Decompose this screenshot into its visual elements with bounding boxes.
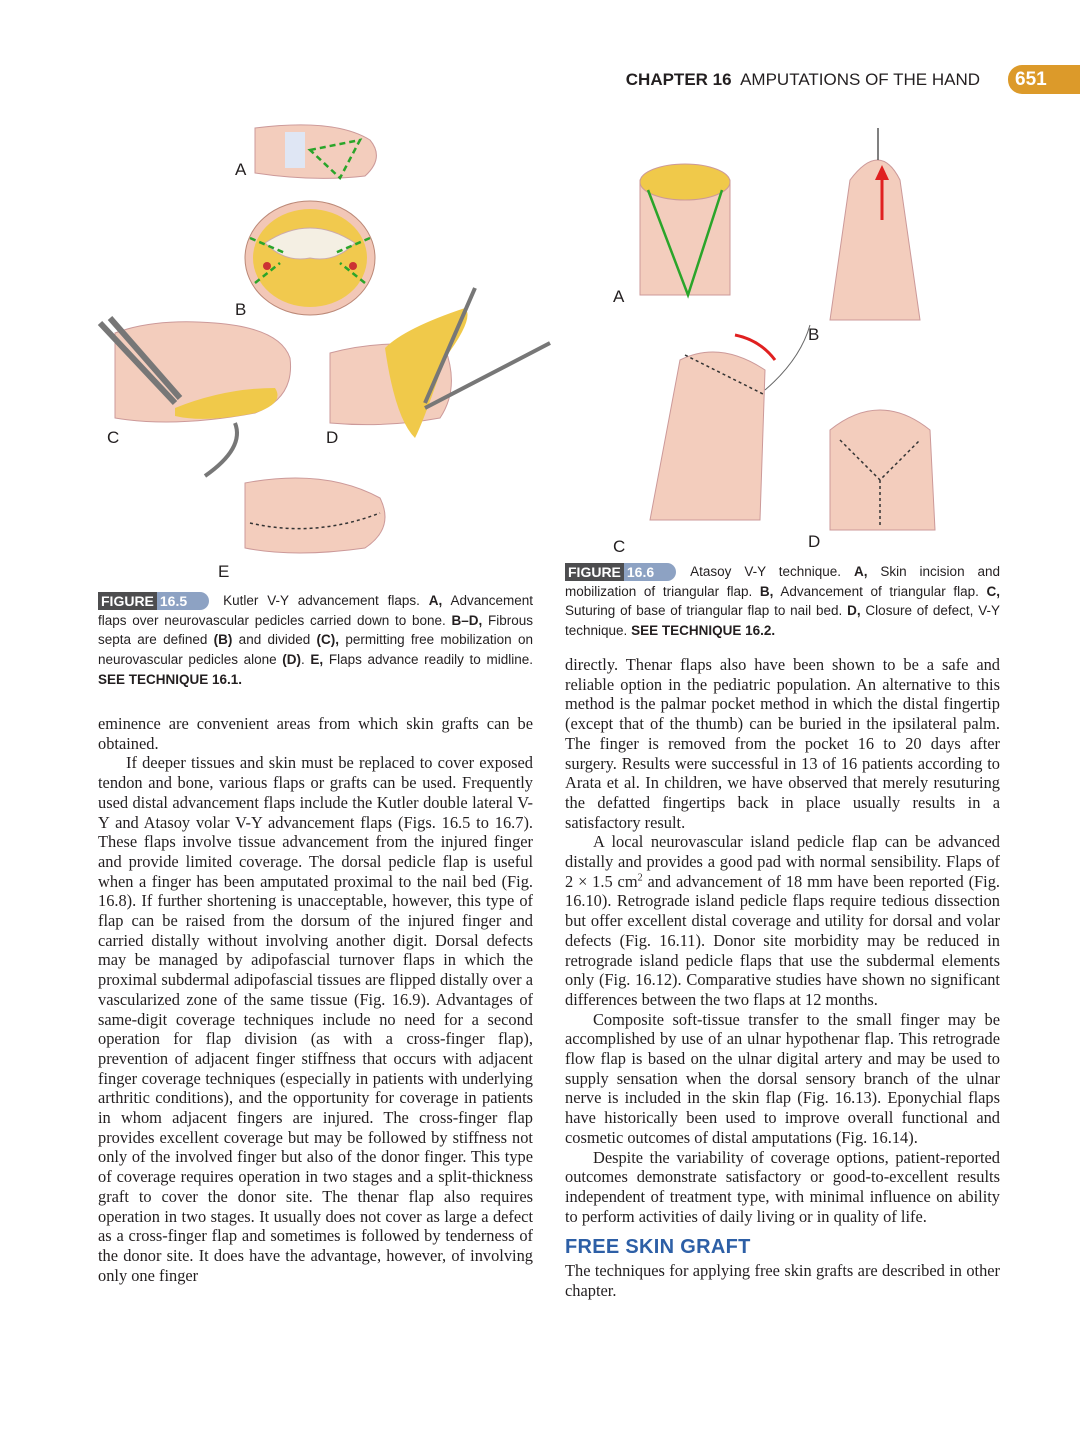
panel-label: C [107, 428, 120, 447]
figure-16-5-illustration [95, 118, 555, 558]
caption-segment: SEE TECHNIQUE 16.2. [631, 623, 776, 639]
caption-segment: Advancement flaps over neurovascular pedicles carried down to bone. [98, 593, 533, 628]
caption-segment: A, [428, 593, 443, 608]
panel-label: A [613, 287, 625, 306]
panel-b-finger [830, 128, 920, 320]
panel-c-finger [650, 325, 810, 520]
panel-label: B [235, 300, 247, 319]
caption-segment: Atasoy V-Y technique. [690, 564, 854, 579]
caption-segment: Skin incision and mobilization of triangular flap. [565, 564, 1001, 599]
panel-d-finger [830, 410, 935, 530]
caption-segment: D, [847, 603, 861, 619]
caption-segment: (B) [213, 632, 233, 648]
right-column-text [565, 655, 1000, 1301]
figure-16-5-caption [98, 591, 533, 690]
caption-segment: and divided [232, 632, 317, 648]
paragraph: eminence are convenient areas from which skin grafts can be obtained. [98, 714, 533, 753]
panel-label: B [808, 325, 820, 344]
left-column-text [98, 714, 533, 1285]
caption-segment: C, [986, 583, 1000, 599]
caption-segment: A, [853, 564, 868, 579]
caption-segment: Suturing of base of triangular flap to nail bed. [565, 603, 848, 619]
caption-segment: Closure of defect, V-Y technique. [565, 603, 1000, 639]
figure-tag: FIGURE 16.6 [565, 563, 676, 581]
paragraph: Despite the variability of coverage options, patient-reported outcomes demonstrate satisfactory or good-to-excellent results independent of treatment type, with minimal influence on ability to perform activities of daily living or in quality of life. [565, 1147, 1000, 1226]
panel-a-finger [640, 164, 730, 295]
panel-b-cross-section [245, 201, 375, 315]
figure-16-6-caption [565, 562, 1000, 641]
page-number-tab [1008, 65, 1080, 94]
chapter-label: CHAPTER 16 [625, 70, 732, 89]
figure-tag: FIGURE 16.5 [98, 592, 209, 610]
paragraph: A local neurovascular island pedicle flap can be advanced distally and provides a good pad with normal sensibility. Flaps of 2 × 1.5 $cm^2$ and advancement of 18 mm have been reported (Fig. 16.10). Retrograde island pedicle flaps require tedious dissection but offer excellent distal coverage and utility for dorsal and volar defects (Fig. 16.11). Donor site morbidity may be reduced in retrograde island pedicle flaps that use the subdermal elements only (Fig. 16.12). Comparative studies have shown no significant differences between the two flaps at 12 months. [565, 832, 1000, 1009]
panel-e-finger [245, 478, 385, 553]
right-column [565, 562, 1000, 1301]
caption-segment: permitting free mobilization on neurovascular pedicles alone [98, 632, 533, 668]
panel-c-finger [100, 318, 291, 476]
panel-d-finger [330, 288, 550, 438]
caption-segment: Kutler V-Y advancement flaps. [223, 593, 429, 608]
section-heading: FREE SKIN GRAFT [565, 1236, 751, 1259]
panel-label: A [235, 160, 247, 179]
chapter-title: AMPUTATIONS OF THE HAND [740, 70, 980, 89]
paragraph: directly. Thenar flaps also have been shown to be a safe and reliable option in the pediatric population. An alternative to this method is the palmar pocket method in which the distal fingertip (except that of the thumb) can be buried in the ipsilateral palm. The finger is removed from the pocket 16 to 20 days after surgery. Results were successful in 13 of 16 patients according to Arata et al. In children, we have observed that merely resuturing the defatted fingertips back in place usually results in a satisfactory result. [565, 655, 1000, 832]
paragraph: Composite soft-tissue transfer to the small finger may be accomplished by use of an ulnar hypothenar flap. This retrograde flow flap is based on the ulnar digital artery and may be used to supply sensation when the dorsal sensory branch of the ulnar nerve is included in the skin flap (Fig. 16.13). Eponychial flaps have historically been used to improve overall functional and cosmetic outcomes of distal amputations (Fig. 16.14). [565, 1009, 1000, 1147]
caption-segment: (D) [282, 652, 302, 668]
caption-segment: SEE TECHNIQUE 16.1. [98, 671, 243, 687]
panel-a-fingertip [255, 125, 376, 179]
paragraph: If deeper tissues and skin must be replaced to cover exposed tendon and bone, various flaps or grafts can be used. Frequently used distal advancement flaps include the Kutler double lateral V-Y and Atasoy volar V-Y advancement flaps (Figs. 16.5 to 16.7). These flaps involve tissue advancement from the injured finger and provide limited coverage. The dorsal pedicle flap is useful when a finger has been amputated proximal to the nail bed (Fig. 16.8). If further shortening is unacceptable, however, this type of flap can be raised from the dorsum of the injured finger and carried distally without involving another digit. Dorsal defects may be managed by adipofascial turnover flaps in which the proximal subdermal adipofascial tissues are flipped distally over a vascularized zone of the same tissue (Fig. 16.9). Advantages of same-digit coverage techniques include no need for a second operation for flap division (as with a cross-finger flap), prevention of adjacent finger stiffness that occurs with adjacent finger coverage techniques (especially in patients with underlying arthritic conditions), and the opportunity for coverage in patients in whom adjacent fingers are injured. The cross-finger flap provides excellent coverage but may be followed by stiffness not only of the involved finger but also of the donor finger. This type of coverage requires operation in two stages and a split-thickness graft to cover the donor site. The thenar flap also requires operation in two stages. It usually does not cover as large a defect as a cross-finger flap and sometimes is followed by tenderness of the donor site. It does have the advantage, however, of involving only one finger [98, 753, 533, 1285]
caption-segment: Fibrous septa are defined [98, 612, 533, 648]
caption-segment: B, [759, 583, 774, 599]
panel-label: D [326, 428, 339, 447]
caption-segment: E, [310, 652, 324, 668]
left-column [98, 591, 533, 1285]
page-number: 651 [1015, 69, 1047, 90]
caption-segment: Flaps advance readily to midline. [323, 652, 533, 668]
caption-segment: Advancement of triangular flap. [773, 583, 987, 599]
paragraph: The techniques for applying free skin grafts are described in other chapter. [565, 1261, 1000, 1301]
caption-segment: . [301, 652, 311, 668]
panel-label: C [613, 537, 626, 556]
panel-label: D [808, 532, 821, 551]
panel-label: E [218, 562, 230, 581]
caption-segment: (C), [316, 632, 340, 648]
caption-segment: B–D, [451, 612, 483, 628]
